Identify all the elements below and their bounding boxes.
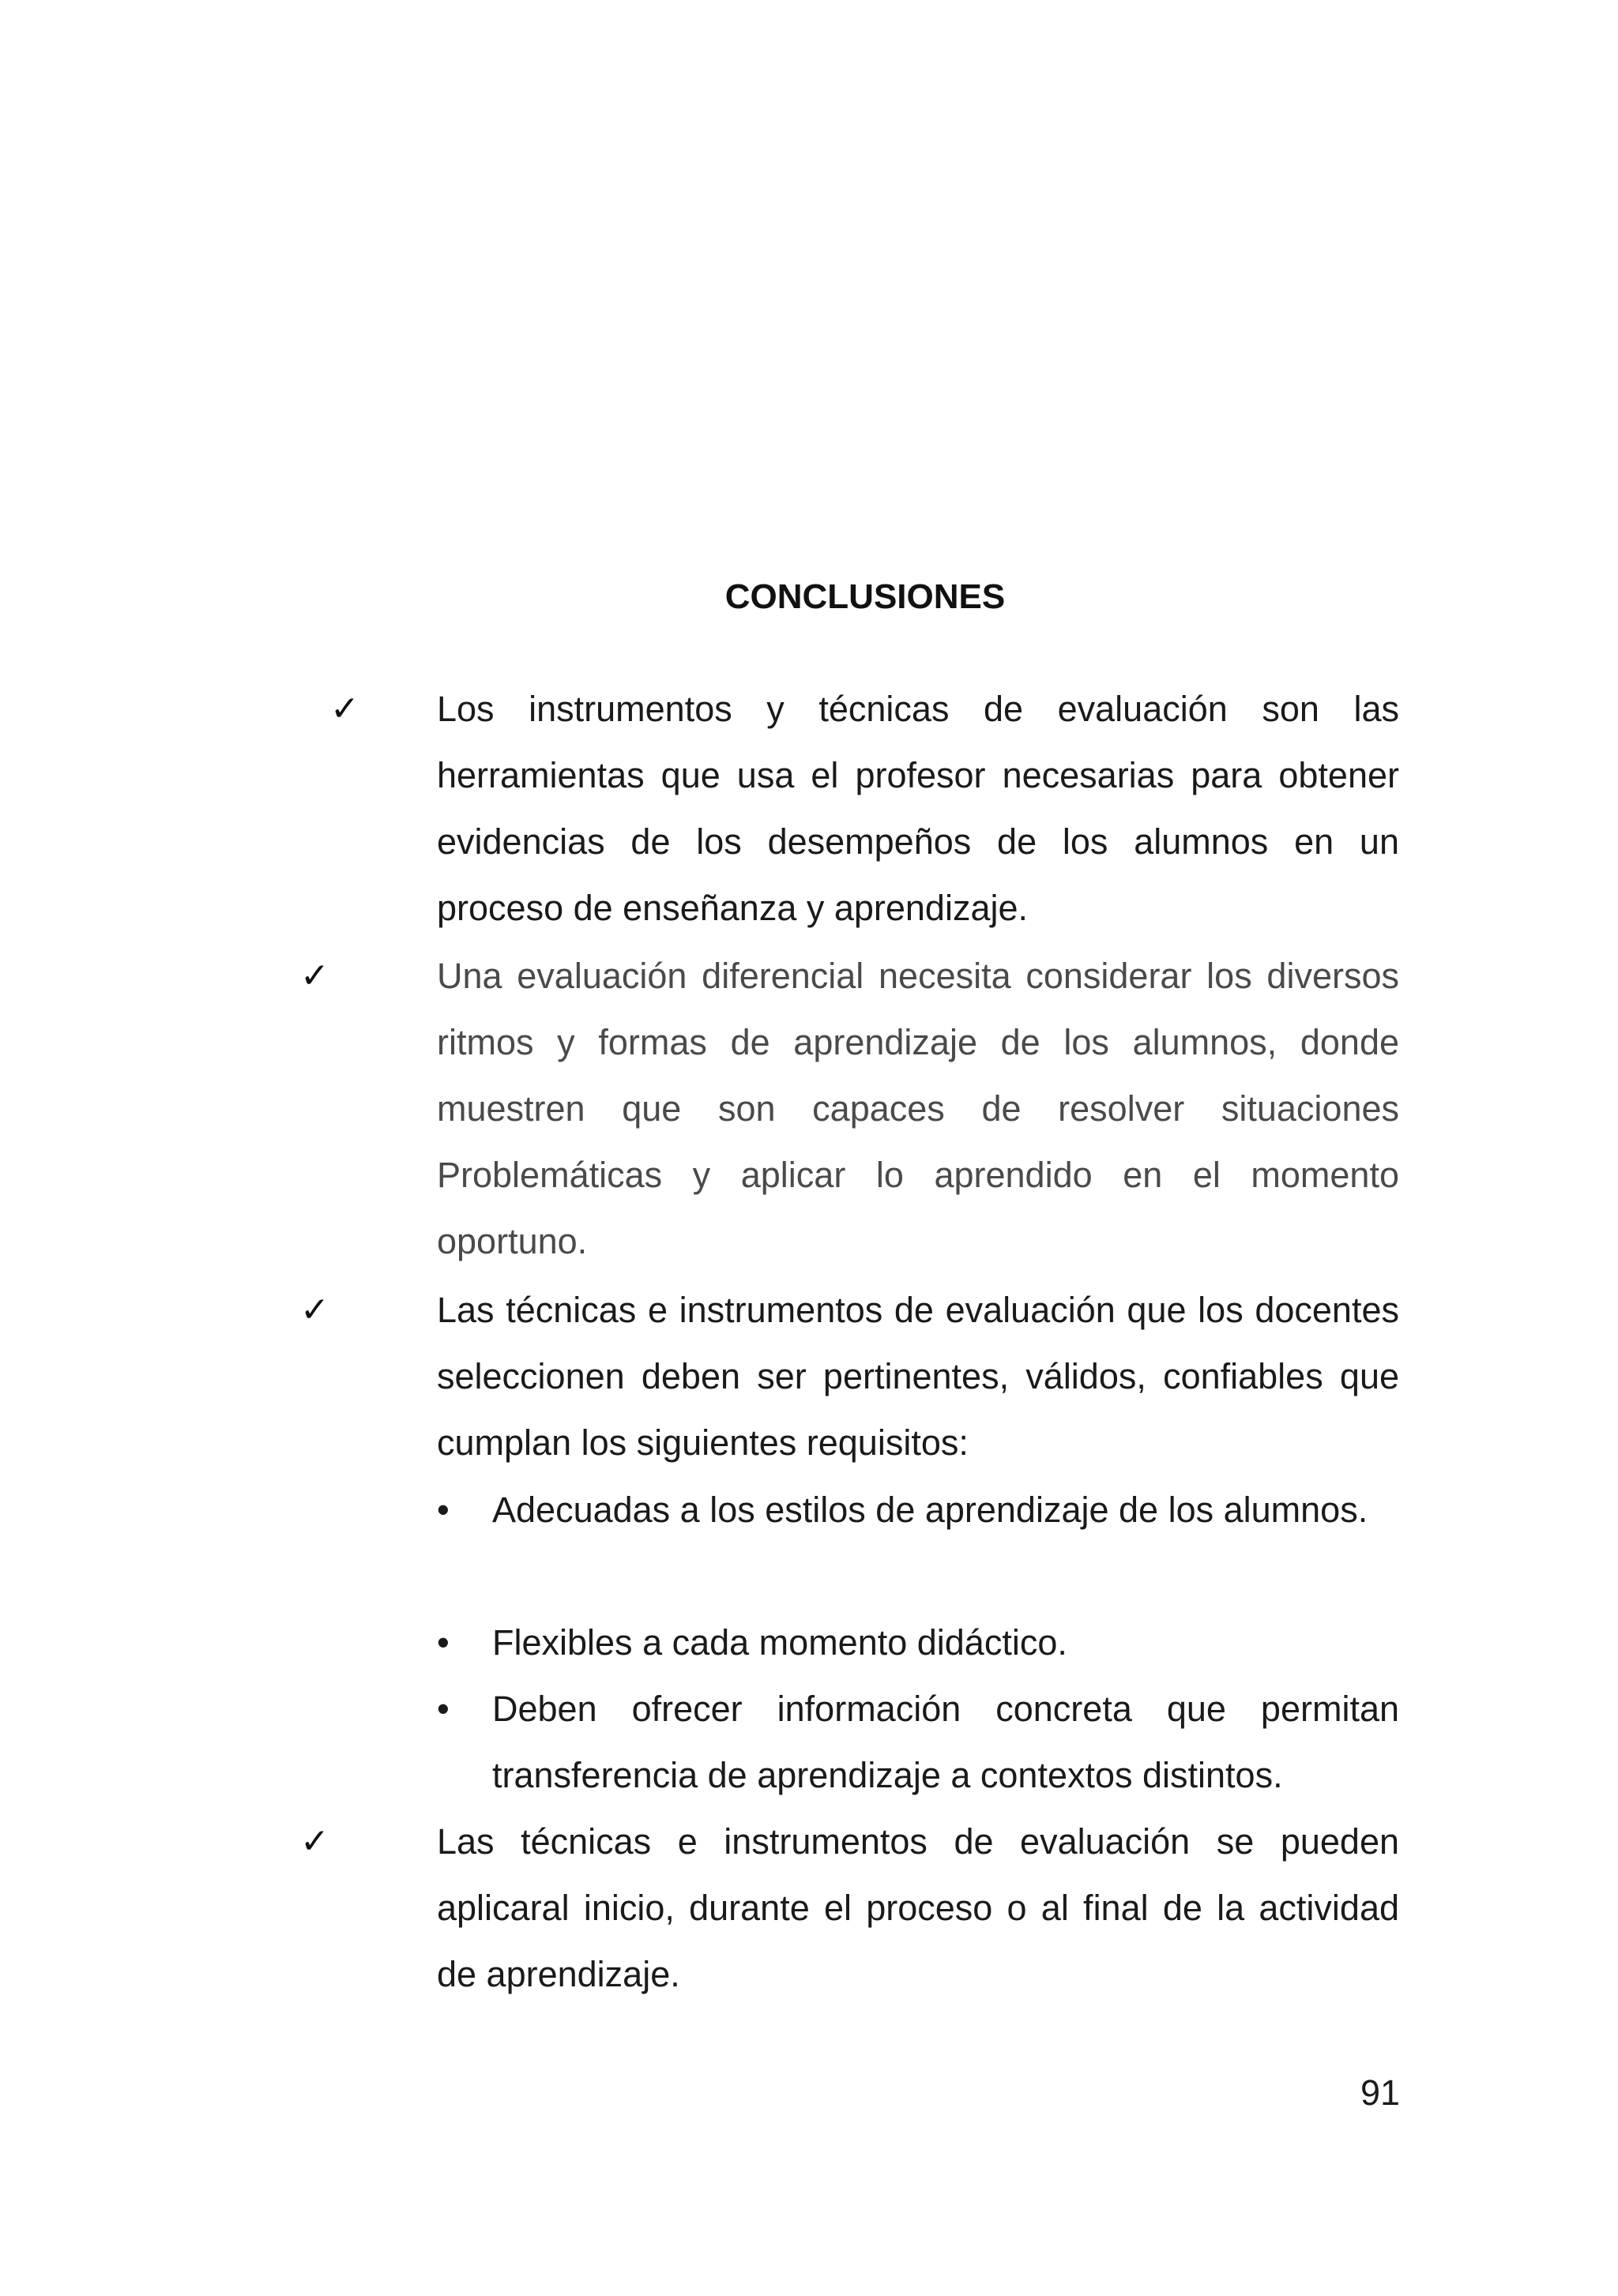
requirement-text: Adecuadas a los estilos de aprendizaje de los alumnos. bbox=[492, 1490, 1368, 1530]
conclusion-item-4: Las técnicas e instrumentos de evaluación se pueden aplicaral inicio, durante el proceso o al final de la actividad de aprendizaje. bbox=[437, 1821, 1399, 1994]
checkmark-icon: ✓ bbox=[300, 1821, 329, 1862]
page-number: 91 bbox=[1360, 2072, 1400, 2113]
bullet-icon: • bbox=[437, 1622, 450, 1663]
bullet-icon: • bbox=[437, 1490, 450, 1530]
conclusion-item-2: Una evaluación diferencial necesita considerar los diversos ritmos y formas de aprendizaje de los alumnos, donde muestren que son capaces de resolver situaciones Problemáticas y aplicar lo aprendido en el momento oportuno. bbox=[437, 956, 1399, 1261]
requirement-text: Flexibles a cada momento didáctico. bbox=[492, 1622, 1067, 1663]
requirement-text: Deben ofrecer información concreta que permitan transferencia de aprendizaje a contextos distintos. bbox=[492, 1689, 1399, 1795]
conclusion-item-1: Los instrumentos y técnicas de evaluación son las herramientas que usa el profesor necesarias para obtener evidencias de los desempeños de los alumnos en un proceso de enseñanza y aprendizaje. bbox=[437, 689, 1399, 928]
checkmark-icon: ✓ bbox=[300, 1290, 329, 1330]
page-title: CONCLUSIONES bbox=[724, 577, 1006, 616]
bullet-icon: • bbox=[437, 1689, 450, 1729]
checkmark-icon: ✓ bbox=[330, 689, 359, 729]
checkmark-icon: ✓ bbox=[300, 956, 329, 996]
conclusion-item-3: Las técnicas e instrumentos de evaluación que los docentes seleccionen deben ser pertinentes, válidos, confiables que cumplan los siguientes requisitos: bbox=[437, 1290, 1399, 1463]
